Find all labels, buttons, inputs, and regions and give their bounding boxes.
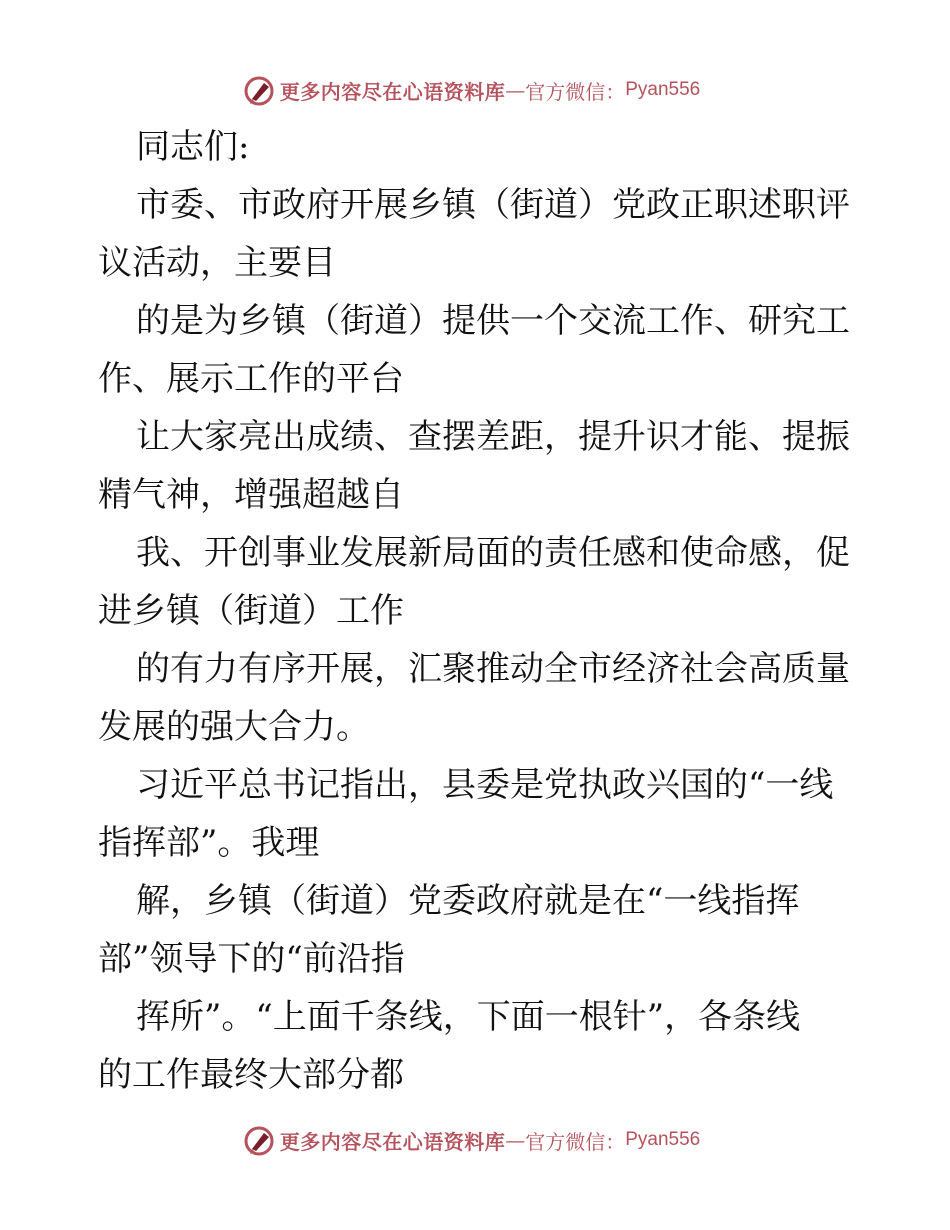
watermark-separator: — — [505, 1128, 526, 1152]
text-line: 精气神，增强超越自 — [98, 475, 404, 515]
text-line: 议活动，主要目 — [98, 243, 336, 283]
text-line: 发展的强大合力。 — [98, 707, 370, 747]
text-line: 进乡镇（街道）工作 — [98, 591, 404, 631]
text-line: 的工作最终大部分都 — [98, 1055, 404, 1095]
document-body — [98, 118, 858, 1104]
text-line: 习近平总书记指出，县委是党执政兴国的“一线 — [136, 765, 834, 805]
text-line: 市委、市政府开展乡镇（街道）党政正职述职评 — [136, 185, 850, 225]
watermark-text: 更多内容尽在心语资料库 — [279, 1129, 506, 1154]
watermark-wechat-label: 官方微信： — [525, 79, 626, 104]
text-line: 的是为乡镇（街道）提供一个交流工作、研究工 — [136, 301, 850, 341]
text-line: 的有力有序开展，汇聚推动全市经济社会高质量 — [136, 649, 850, 689]
text-line: 指挥部”。我理 — [98, 823, 320, 863]
text-line: 让大家亮出成绩、查摆差距，提升识才能、提振 — [136, 417, 850, 457]
watermark-wechat-id: Pyan556 — [625, 79, 701, 100]
text-line: 部”领导下的“前沿指 — [98, 939, 405, 979]
text-line: 解，乡镇（街道）党委政府就是在“一线指挥 — [136, 881, 800, 921]
text-line: 挥所”。“上面千条线，下面一根针”，各条线 — [136, 997, 801, 1037]
header-watermark — [0, 70, 950, 110]
watermark-separator: — — [505, 78, 526, 102]
watermark-wechat-id: Pyan556 — [625, 1129, 701, 1150]
watermark-wechat-label: 官方微信： — [525, 1129, 626, 1154]
pen-nib-logo-icon — [242, 73, 276, 107]
text-line: 同志们: — [136, 127, 250, 167]
text-line: 我、开创事业发展新局面的责任感和使命感，促 — [136, 533, 850, 573]
pen-nib-logo-icon — [242, 1123, 276, 1157]
text-line: 作、展示工作的平台 — [98, 359, 404, 399]
footer-watermark — [0, 1120, 950, 1160]
watermark-text: 更多内容尽在心语资料库 — [279, 79, 506, 104]
